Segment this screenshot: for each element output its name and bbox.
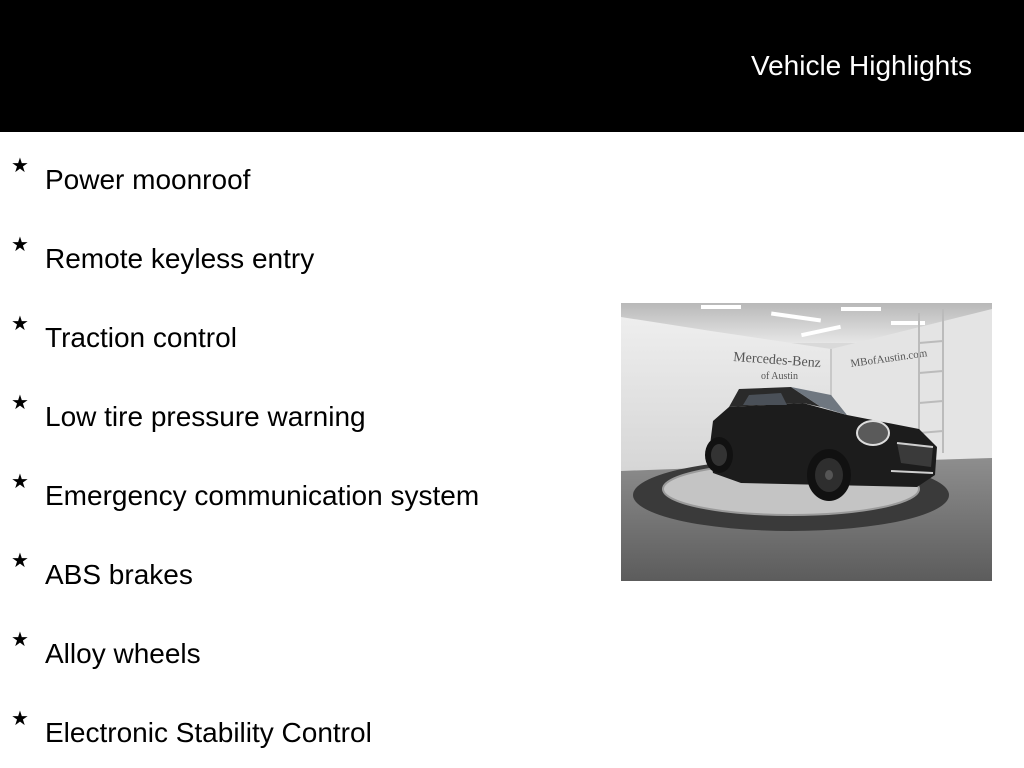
page-title: Vehicle Highlights bbox=[750, 50, 972, 81]
feature-label: Alloy wheels bbox=[45, 638, 201, 669]
star-icon: ★ bbox=[11, 627, 29, 651]
feature-label: ABS brakes bbox=[45, 559, 193, 590]
star-icon: ★ bbox=[11, 153, 29, 177]
feature-item bbox=[0, 616, 600, 669]
star-icon: ★ bbox=[11, 390, 29, 414]
star-icon: ★ bbox=[11, 706, 29, 730]
feature-item bbox=[0, 695, 600, 748]
star-icon: ★ bbox=[11, 311, 29, 335]
feature-label: Electronic Stability Control bbox=[45, 717, 372, 748]
feature-label: Emergency communication system bbox=[45, 480, 480, 511]
header-banner bbox=[0, 0, 1024, 132]
feature-item bbox=[0, 142, 600, 195]
feature-item bbox=[0, 300, 600, 353]
feature-item bbox=[0, 221, 600, 274]
wall-sign-left: Mercedes-Benz bbox=[732, 350, 822, 372]
feature-item bbox=[0, 379, 600, 432]
feature-label: Traction control bbox=[45, 322, 237, 353]
wall-sign-right: MBofAustin.com bbox=[849, 347, 928, 370]
feature-item bbox=[0, 537, 600, 590]
vehicle-photo-illustration bbox=[621, 303, 992, 581]
star-icon: ★ bbox=[11, 232, 29, 256]
feature-label: Low tire pressure warning bbox=[45, 401, 366, 432]
star-icon: ★ bbox=[11, 548, 29, 572]
vehicle-photo bbox=[621, 303, 992, 581]
star-icon: ★ bbox=[11, 469, 29, 493]
feature-item bbox=[0, 458, 600, 511]
feature-label: Remote keyless entry bbox=[45, 243, 315, 274]
feature-label: Power moonroof bbox=[45, 164, 251, 195]
wall-sign-left-sub: of Austin bbox=[761, 371, 798, 382]
